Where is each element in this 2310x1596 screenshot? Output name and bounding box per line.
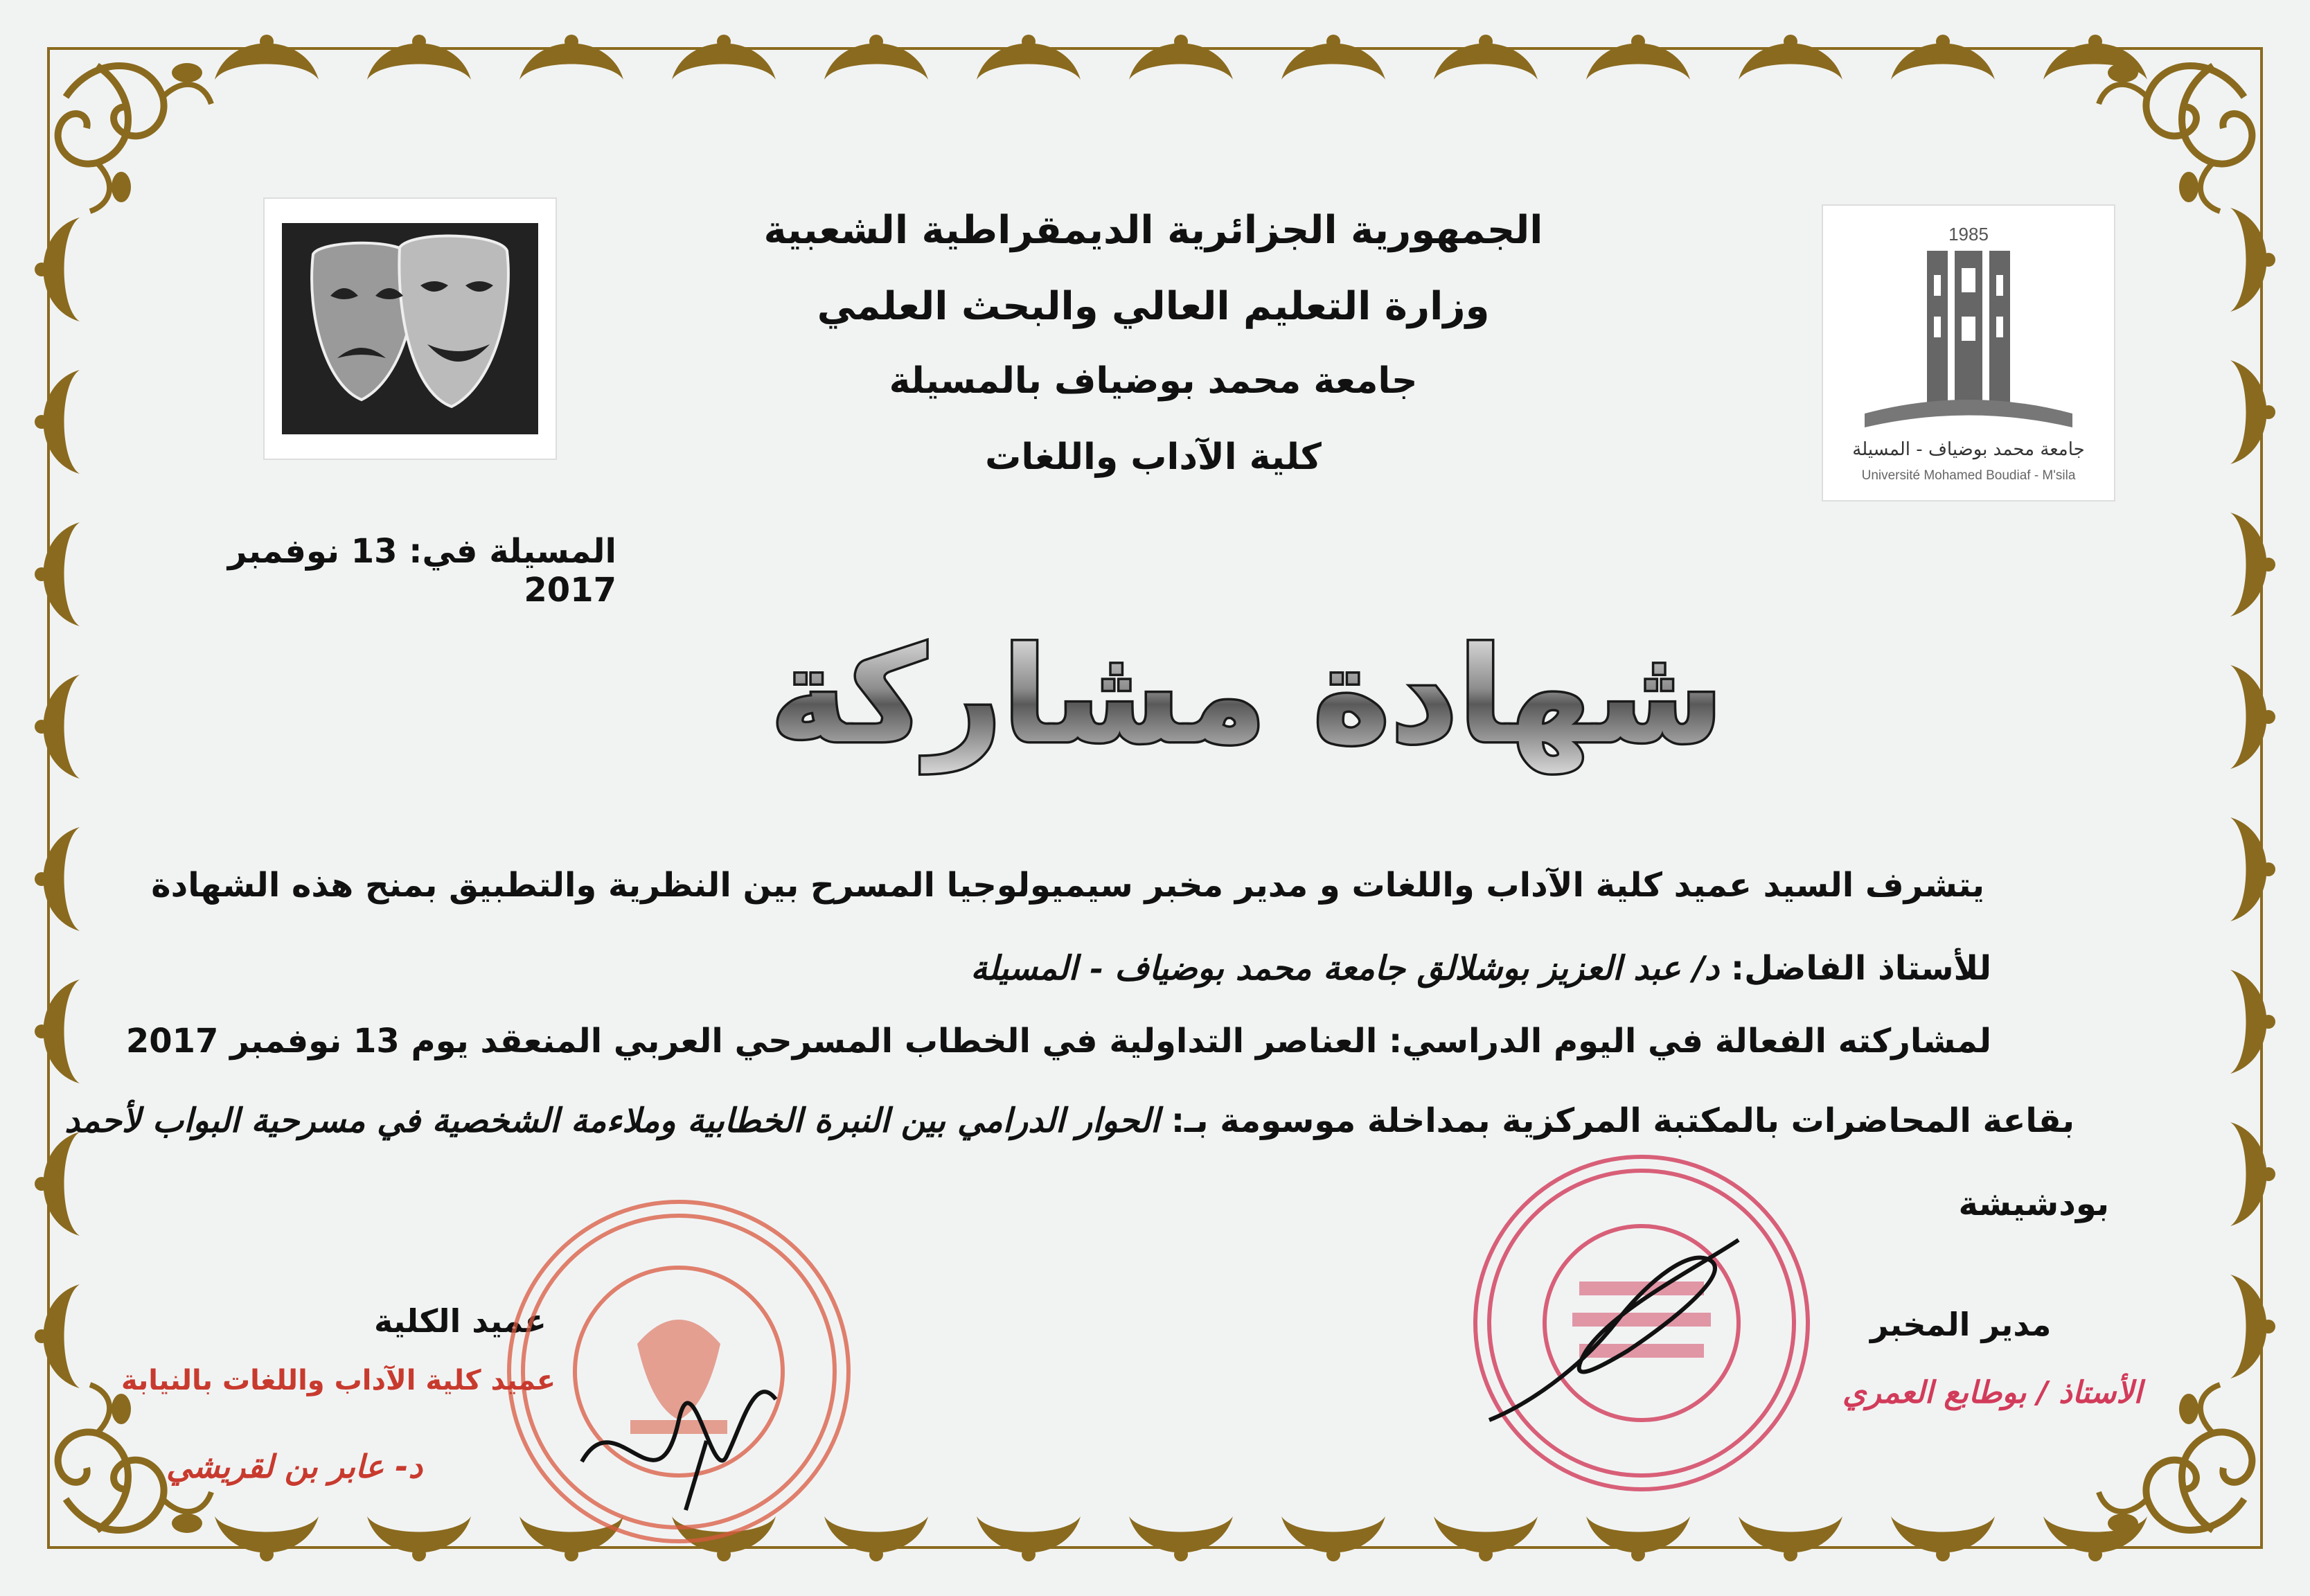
issue-date xyxy=(187,532,616,610)
theatre-masks-icon xyxy=(263,197,557,460)
dean-title: عميد الكلية xyxy=(374,1302,547,1340)
header-ministry: وزارة التعليم العالي والبحث العلمي xyxy=(817,284,1490,329)
logo-name-ar: جامعة محمد بوضياف - المسيلة xyxy=(1852,439,2085,460)
logo-year: 1985 xyxy=(1948,224,1989,245)
header-faculty: كلية الآداب واللغات xyxy=(985,436,1322,478)
dean-name: د- عابر بن لقريشي xyxy=(166,1448,423,1485)
lab-director-title: مدير المخبر xyxy=(1870,1306,2052,1343)
header-university: جامعة محمد بوضياف بالمسيلة xyxy=(889,360,1418,402)
body-line-1: يتشرف السيد عميد كلية الآداب واللغات و مدير مخبر سيميولوجيا المسرح بين النظرية والتطبيق بمنح هذه الشهادة xyxy=(151,866,1984,905)
header-republic: الجمهورية الجزائرية الديمقراطية الشعبية xyxy=(763,208,1543,253)
frame-top xyxy=(215,35,2147,80)
certificate-title-text: شهادة مشاركة xyxy=(770,619,1724,772)
frame-left xyxy=(35,218,80,1388)
lab-stamp xyxy=(1461,1143,1822,1503)
talk-title: الحوار الدرامي بين النبرة الخطابية وملاءمة الشخصية في مسرحية البواب لأحمد xyxy=(64,1101,1160,1140)
venue-text: بقاعة المحاضرات بالمكتبة المركزية بمداخلة موسومة بـ: xyxy=(1171,1101,2074,1140)
recipient-name: د/ عبد العزيز بوشلالق جامعة محمد بوضياف - المسيلة xyxy=(970,949,1720,988)
dean-subtitle: عميد كلية الآداب واللغات بالنيابة xyxy=(121,1365,556,1396)
frame-right xyxy=(2230,208,2275,1378)
lab-signature xyxy=(1489,1240,1739,1420)
university-logo xyxy=(1822,204,2115,502)
recipient-prefix: للأستاذ الفاضل: xyxy=(1730,949,1991,988)
certificate-title xyxy=(770,610,1724,776)
body-line-4 xyxy=(64,1101,2074,1140)
logo-name-fr: Université Mohamed Boudiaf - M'sila xyxy=(1861,468,2076,483)
corner-top-right xyxy=(2099,63,2252,211)
issue-date-label: المسيلة في: xyxy=(409,532,616,571)
body-line-2 xyxy=(970,949,1991,988)
body-line-3: لمشاركته الفعالة في اليوم الدراسي: العناصر التداولية في الخطاب المسرحي العربي المنعقد يوم 13 نوفمبر 2017 xyxy=(125,1022,1991,1061)
lab-director-name: الأستاذ / بوطابع العمري xyxy=(1842,1375,2142,1410)
issue-date-value: 13 نوفمبر 2017 xyxy=(227,532,616,610)
corner-top-left xyxy=(58,63,211,211)
body-line-5: بودشيشة xyxy=(1958,1185,2109,1223)
